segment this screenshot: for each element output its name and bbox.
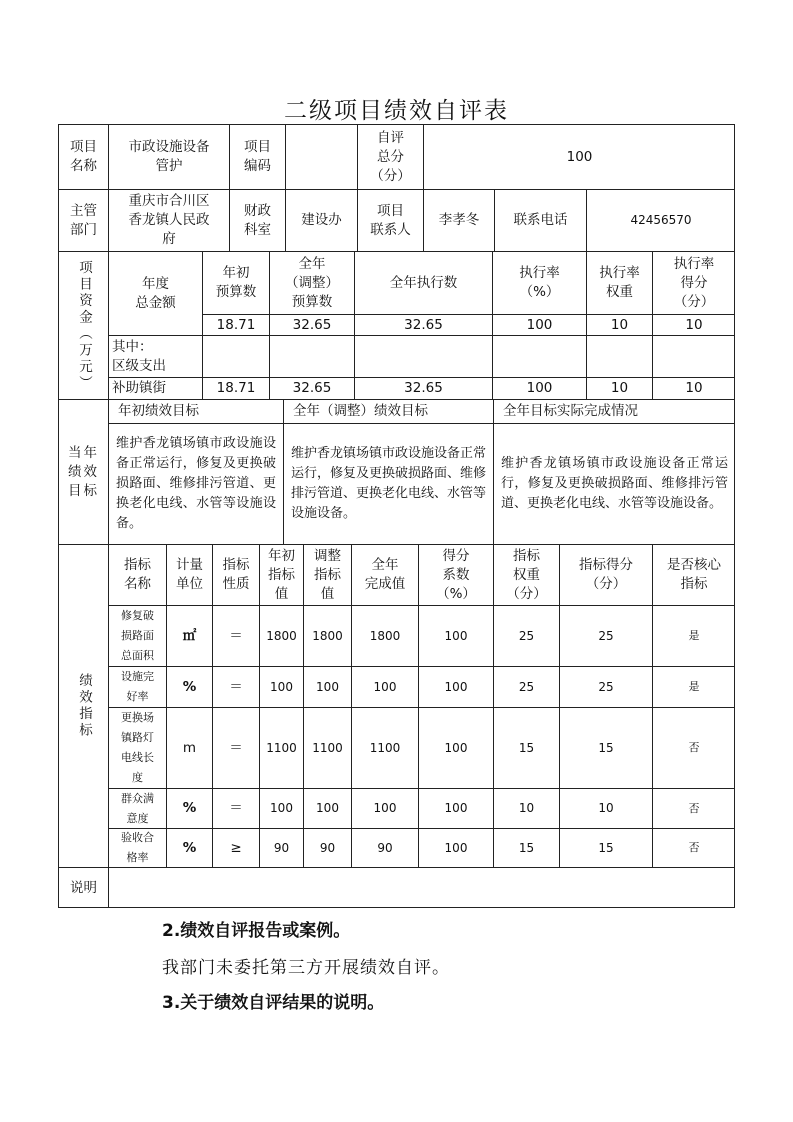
ind-row-actual: 1100 xyxy=(351,707,418,788)
goals-header-adjusted: 全年（调整）绩效目标 xyxy=(283,399,493,423)
project-name-value: 市政设施设备 管护 xyxy=(108,124,229,189)
funds-subsidy-label: 补助镇街 xyxy=(108,377,202,399)
note-value xyxy=(108,867,735,908)
ind-row-coef: 100 xyxy=(418,605,493,666)
score-label: 自评 总分 （分） xyxy=(357,124,423,189)
contact-label: 项目 联系人 xyxy=(357,189,423,251)
funds-district-rate-score xyxy=(652,335,735,377)
ind-header-adjusted: 调整 指标 值 xyxy=(303,544,351,605)
dept-label: 主管 部门 xyxy=(58,189,108,251)
ind-row-initial: 100 xyxy=(259,788,303,828)
funds-total-rate-weight: 10 xyxy=(586,314,652,335)
ind-row-weight: 25 xyxy=(493,666,559,707)
phone-value: 42456570 xyxy=(586,189,735,251)
ind-row-weight: 15 xyxy=(493,707,559,788)
ind-row-score: 10 xyxy=(559,788,652,828)
goals-section-label: 当年 绩效 目标 xyxy=(58,399,108,544)
ind-row-name: 群众满 意度 xyxy=(108,788,166,828)
ind-row-score: 15 xyxy=(559,828,652,867)
ind-row-score: 15 xyxy=(559,707,652,788)
project-name-label: 项目 名称 xyxy=(58,124,108,189)
goals-text-adjusted: 维护香龙镇场镇市政设施设备正常运行，修复及更换破损路面、维修排污管道、更换老化电线、水管等设施设备。 xyxy=(283,423,493,544)
ind-row-unit: % xyxy=(166,666,212,707)
ind-row-initial: 90 xyxy=(259,828,303,867)
ind-row-name: 设施完 好率 xyxy=(108,666,166,707)
ind-header-unit: 计量 单位 xyxy=(166,544,212,605)
funds-subsidy-executed: 32.65 xyxy=(354,377,492,399)
funds-total-exec-rate: 100 xyxy=(492,314,586,335)
funds-subsidy-adjusted: 32.65 xyxy=(269,377,354,399)
goals-header-actual: 全年目标实际完成情况 xyxy=(493,399,735,423)
ind-header-actual: 全年 完成值 xyxy=(351,544,418,605)
funds-total-adjusted: 32.65 xyxy=(269,314,354,335)
ind-header-score: 指标得分 （分） xyxy=(559,544,652,605)
ind-row-actual: 90 xyxy=(351,828,418,867)
ind-row-weight: 25 xyxy=(493,605,559,666)
funds-subsidy-rate-weight: 10 xyxy=(586,377,652,399)
ind-row-core: 否 xyxy=(652,707,735,788)
section-heading-3: 3.关于绩效自评结果的说明。 xyxy=(162,993,385,1013)
ind-row-name: 修复破 损路面 总面积 xyxy=(108,605,166,666)
ind-row-coef: 100 xyxy=(418,707,493,788)
funds-district-rate-weight xyxy=(586,335,652,377)
ind-row-unit: % xyxy=(166,788,212,828)
dept-value: 重庆市合川区 香龙镇人民政 府 xyxy=(108,189,229,251)
ind-row-initial: 1800 xyxy=(259,605,303,666)
ind-row-adjusted: 100 xyxy=(303,666,351,707)
funds-header-executed: 全年执行数 xyxy=(354,251,492,314)
funds-subsidy-rate-score: 10 xyxy=(652,377,735,399)
ind-row-core: 否 xyxy=(652,788,735,828)
note-label: 说明 xyxy=(58,867,108,908)
page-title: 二级项目绩效自评表 xyxy=(284,98,509,124)
goals-header-initial: 年初绩效目标 xyxy=(108,399,283,423)
funds-total-rate-score: 10 xyxy=(652,314,735,335)
funds-header-exec-rate: 执行率 （%） xyxy=(492,251,586,314)
funds-section-label: 项目资金（万元） xyxy=(58,251,108,399)
ind-row-nature: ＝ xyxy=(212,788,259,828)
ind-row-core: 是 xyxy=(652,666,735,707)
ind-row-score: 25 xyxy=(559,666,652,707)
ind-row-name: 验收合 格率 xyxy=(108,828,166,867)
funds-header-rate-score: 执行率 得分 （分） xyxy=(652,251,735,314)
funds-total-initial: 18.71 xyxy=(202,314,269,335)
ind-row-nature: ＝ xyxy=(212,707,259,788)
ind-row-core: 是 xyxy=(652,605,735,666)
funds-subsidy-initial: 18.71 xyxy=(202,377,269,399)
indicators-section-label: 绩效指标 xyxy=(58,544,108,867)
ind-header-name: 指标 名称 xyxy=(108,544,166,605)
ind-row-adjusted: 1800 xyxy=(303,605,351,666)
ind-row-unit: ㎡ xyxy=(166,605,212,666)
ind-row-actual: 100 xyxy=(351,666,418,707)
ind-row-unit: % xyxy=(166,828,212,867)
funds-district-adjusted xyxy=(269,335,354,377)
ind-row-initial: 100 xyxy=(259,666,303,707)
funds-total-executed: 32.65 xyxy=(354,314,492,335)
funds-header-total: 年度 总金额 xyxy=(108,251,202,335)
ind-header-coef: 得分 系数 （%） xyxy=(418,544,493,605)
ind-row-nature: ≥ xyxy=(212,828,259,867)
ind-row-core: 否 xyxy=(652,828,735,867)
project-code-value xyxy=(285,124,357,189)
funds-district-executed xyxy=(354,335,492,377)
finance-value: 建设办 xyxy=(285,189,357,251)
ind-row-initial: 1100 xyxy=(259,707,303,788)
ind-row-coef: 100 xyxy=(418,788,493,828)
contact-value: 李孝冬 xyxy=(423,189,494,251)
evaluation-table xyxy=(58,124,735,908)
project-code-label: 项目 编码 xyxy=(229,124,285,189)
ind-row-adjusted: 1100 xyxy=(303,707,351,788)
ind-header-weight: 指标 权重 （分） xyxy=(493,544,559,605)
ind-header-initial: 年初 指标 值 xyxy=(259,544,303,605)
ind-row-adjusted: 100 xyxy=(303,788,351,828)
section-text-2: 我部门未委托第三方开展绩效自评。 xyxy=(162,958,450,978)
ind-row-name: 更换场 镇路灯 电线长 度 xyxy=(108,707,166,788)
section-heading-2: 2.绩效自评报告或案例。 xyxy=(162,921,351,941)
ind-row-nature: ＝ xyxy=(212,666,259,707)
funds-district-exec-rate xyxy=(492,335,586,377)
goals-text-actual: 维护香龙镇场镇市政设施设备正常运行，修复及更换破损路面、维修排污管道、更换老化电线、水管等设施设备。 xyxy=(493,423,735,544)
ind-row-nature: ＝ xyxy=(212,605,259,666)
ind-row-actual: 1800 xyxy=(351,605,418,666)
funds-district-label: 其中： 区级支出 xyxy=(108,335,202,377)
ind-header-core: 是否核心 指标 xyxy=(652,544,735,605)
ind-header-nature: 指标 性质 xyxy=(212,544,259,605)
finance-label: 财政 科室 xyxy=(229,189,285,251)
funds-header-initial: 年初 预算数 xyxy=(202,251,269,314)
funds-header-adjusted: 全年 （调整） 预算数 xyxy=(269,251,354,314)
ind-row-score: 25 xyxy=(559,605,652,666)
funds-district-initial xyxy=(202,335,269,377)
ind-row-weight: 10 xyxy=(493,788,559,828)
ind-row-coef: 100 xyxy=(418,666,493,707)
ind-row-adjusted: 90 xyxy=(303,828,351,867)
ind-row-weight: 15 xyxy=(493,828,559,867)
ind-row-unit: m xyxy=(166,707,212,788)
ind-row-actual: 100 xyxy=(351,788,418,828)
phone-label: 联系电话 xyxy=(494,189,586,251)
funds-header-rate-weight: 执行率 权重 xyxy=(586,251,652,314)
goals-text-initial: 维护香龙镇场镇市政设施设备正常运行，修复及更换破损路面、维修排污管道、更换老化电线、水管等设施设备。 xyxy=(108,423,283,544)
score-value: 100 xyxy=(423,124,735,189)
funds-subsidy-exec-rate: 100 xyxy=(492,377,586,399)
ind-row-coef: 100 xyxy=(418,828,493,867)
